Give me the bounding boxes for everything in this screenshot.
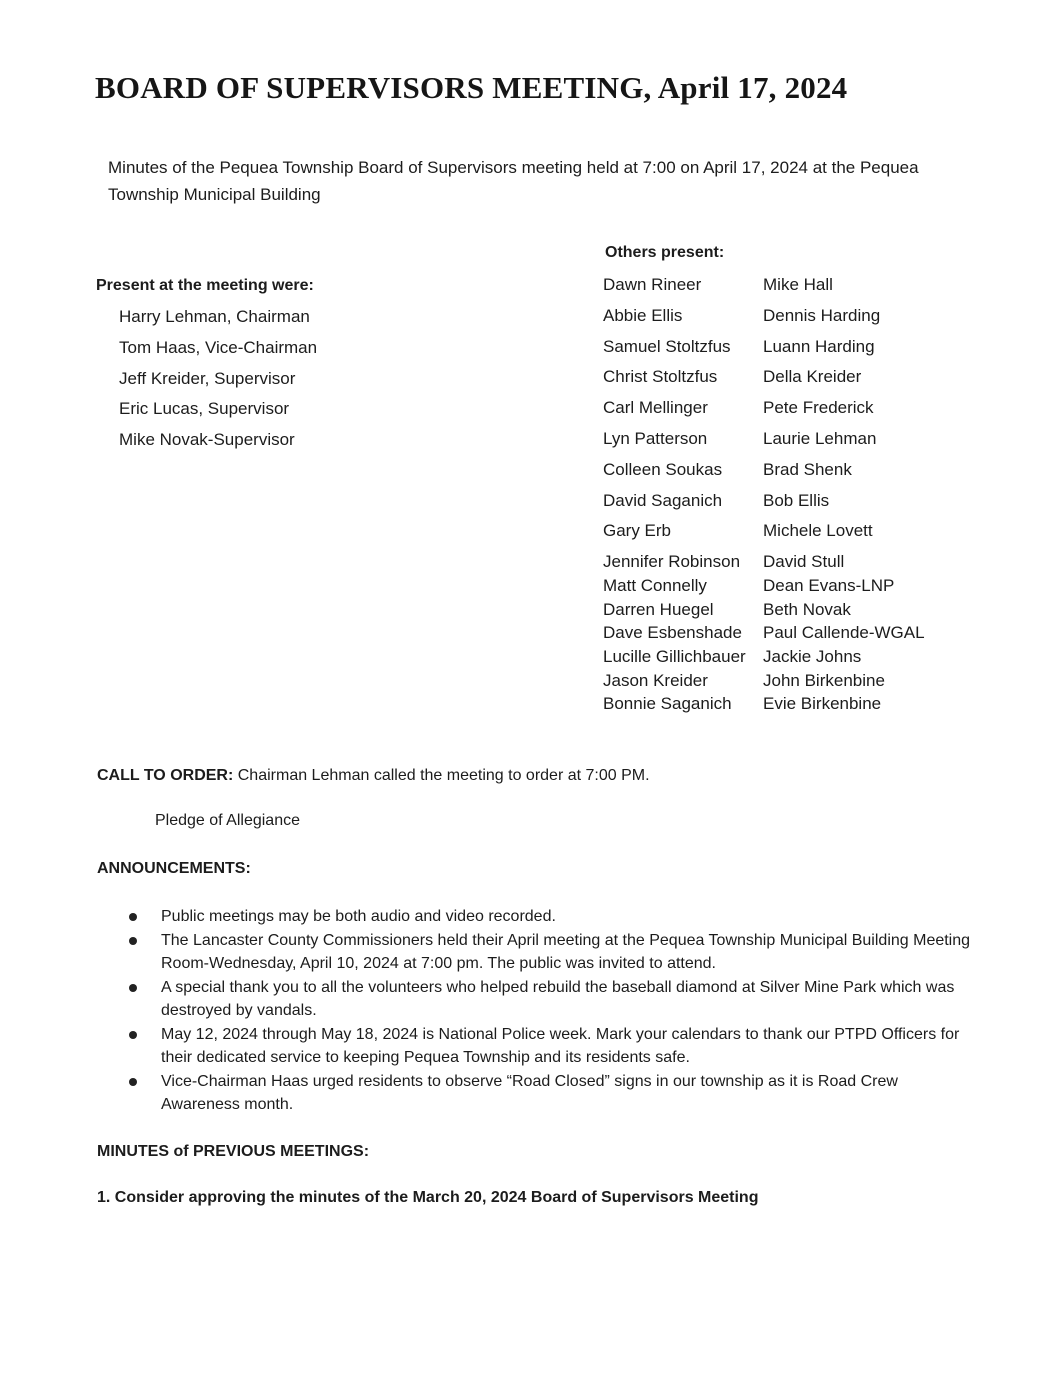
attendee-name: Dave Esbenshade [603, 623, 742, 643]
attendee-name: Carl Mellinger [603, 398, 708, 418]
others-row [603, 520, 925, 551]
pledge-text: Pledge of Allegiance [155, 812, 300, 829]
others-heading: Others present: [605, 244, 725, 261]
attendee-name: Della Kreider [763, 367, 862, 387]
attendee-name: Jackie Johns [763, 646, 862, 666]
others-row [603, 551, 925, 575]
attendee-name: Luann Harding [763, 336, 875, 356]
attendee-name: Colleen Soukas [603, 459, 723, 479]
call-to-order-text: Chairman Lehman called the meeting to order at 7:00 PM. [237, 767, 650, 784]
attendee-name: Samuel Stoltzfus [603, 336, 731, 356]
attendee-name: David Stull [763, 552, 845, 572]
others-row [603, 428, 925, 459]
announcement-text: May 12, 2024 through May 18, 2024 is National Police week. Mark your calendars to thank our PTPD Officers for their dedicated service to keeping Pequea Township and its residents safe. [161, 1025, 960, 1066]
attendee-name: Lyn Patterson [603, 428, 708, 448]
attendee-name: Bonnie Saganich [603, 694, 732, 714]
present-list [119, 306, 317, 460]
attendee-name: Evie Birkenbine [763, 694, 882, 714]
page-title: BOARD OF SUPERVISORS MEETING, April 17, 2024 [95, 70, 848, 105]
announcement-text: The Lancaster County Commissioners held their April meeting at the Pequea Township Municipal Building Meeting Room-Wednesday, April 10, 2024 at 7:00 pm. The public was invited to attend. [161, 931, 971, 972]
others-row [603, 459, 925, 490]
attendee-name: Bob Ellis [763, 490, 830, 510]
list-item [125, 905, 975, 929]
list-item: Tom Haas, Vice-Chairman [119, 337, 318, 357]
attendee-name: Brad Shenk [763, 459, 852, 479]
bullet-icon [129, 913, 137, 921]
others-row [603, 397, 925, 428]
bullet-icon [129, 1078, 137, 1086]
others-row [603, 670, 925, 694]
attendee-name: Jason Kreider [603, 670, 708, 690]
attendee-name: Beth Novak [763, 599, 851, 619]
attendee-name: David Saganich [603, 490, 723, 510]
attendee-name: Laurie Lehman [763, 428, 877, 448]
others-row [603, 646, 925, 670]
others-row [603, 490, 925, 521]
others-row [603, 274, 925, 305]
list-item [125, 1070, 975, 1117]
list-item [125, 976, 975, 1023]
call-to-order-label: CALL TO ORDER: [97, 767, 234, 784]
others-row [603, 599, 925, 623]
attendee-name: Mike Hall [763, 275, 833, 294]
bullet-icon [129, 937, 137, 945]
attendee-name: Lucille Gillichbauer [603, 646, 746, 666]
minutes-heading: MINUTES of PREVIOUS MEETINGS: [97, 1143, 370, 1160]
attendee-name: Paul Callende-WGAL [763, 623, 925, 643]
list-item [125, 1023, 975, 1070]
attendee-name: Dawn Rineer [603, 275, 702, 294]
announcements-list [125, 905, 975, 1117]
announcement-text: Public meetings may be both audio and video recorded. [161, 908, 556, 925]
attendee-name: Gary Erb [603, 521, 672, 541]
attendee-name: Darren Huegel [603, 599, 714, 619]
minutes-item-1: 1. Consider approving the minutes of the March 20, 2024 Board of Supervisors Meeting [97, 1189, 759, 1206]
attendee-name: John Birkenbine [763, 670, 885, 690]
others-row [603, 305, 925, 336]
list-item [125, 929, 975, 976]
bullet-icon [129, 984, 137, 992]
attendee-name: Dennis Harding [763, 305, 881, 325]
list-item: Jeff Kreider, Supervisor [119, 368, 296, 388]
attendee-name: Christ Stoltzfus [603, 367, 718, 387]
announcement-text: A special thank you to all the volunteers who helped rebuild the baseball diamond at Silver Mine Park which was destroyed by vandals. [161, 978, 955, 1019]
list-item: Eric Lucas, Supervisor [119, 399, 290, 419]
bullet-icon [129, 1031, 137, 1039]
others-row [603, 575, 925, 599]
call-to-order [97, 767, 650, 785]
others-present-list [603, 274, 925, 717]
announcements-heading: ANNOUNCEMENTS: [97, 860, 251, 877]
others-row [603, 622, 925, 646]
announcement-text: Vice-Chairman Haas urged residents to observe “Road Closed” signs in our township as it is Road Crew Awareness month. [161, 1072, 898, 1113]
attendee-name: Dean Evans-LNP [763, 575, 895, 595]
attendee-name: Jennifer Robinson [603, 552, 741, 572]
list-item: Mike Novak-Supervisor [119, 430, 295, 450]
attendee-name: Abbie Ellis [603, 305, 683, 325]
others-row [603, 693, 925, 717]
present-heading: Present at the meeting were: [96, 277, 314, 294]
others-row [603, 366, 925, 397]
intro-paragraph: Minutes of the Pequea Township Board of Supervisors meeting held at 7:00 on April 17, 2024 at the Pequea Township Municipal Building [108, 158, 919, 204]
attendee-name: Matt Connelly [603, 575, 707, 595]
attendee-name: Michele Lovett [763, 521, 873, 541]
list-item: Harry Lehman, Chairman [119, 307, 310, 326]
attendee-name: Pete Frederick [763, 398, 874, 418]
others-row [603, 336, 925, 367]
